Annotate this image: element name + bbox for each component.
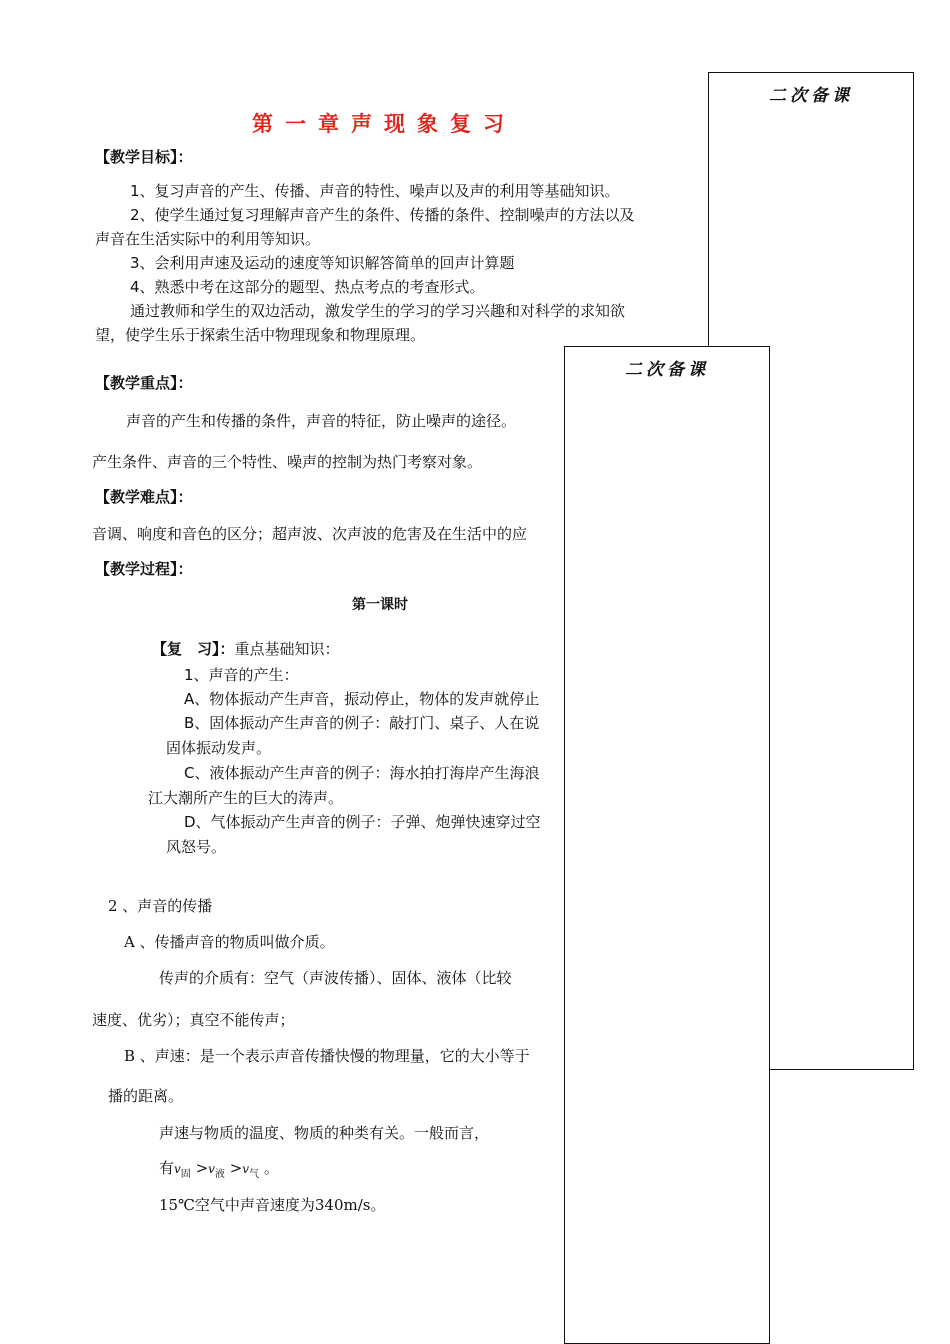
goal-3: 3、会利用声速及运动的速度等知识解答简单的回声计算题 [130, 254, 515, 272]
goal-1: 1、复习声音的产生、传播、声音的特性、噪声以及声的利用等基础知识。 [130, 182, 620, 200]
difficult-heading: 【教学难点】： [95, 488, 193, 506]
goal-5-cont: 望，使学生乐于探索生活中物理现象和物理原理。 [95, 326, 426, 344]
goal-5: 通过教师和学生的双边活动，激发学生的学习的学习兴趣和对科学的求知欲 [130, 302, 626, 320]
goal-2: 2、使学生通过复习理解声音产生的条件、传播的条件、控制噪声的方法以及 [130, 206, 635, 224]
review-item-b-cont: 固体振动发声。 [166, 739, 272, 757]
review-item-c: C、液体振动产生声音的例子：海水拍打海岸产生海浪 [184, 764, 540, 782]
process-heading: 【教学过程】： [95, 560, 193, 578]
propagation-a: A 、传播声音的物质叫做介质。 [124, 933, 335, 951]
lesson-title: 第一课时 [352, 597, 408, 613]
speed-air: 15℃空气中声音速度为340m/s。 [159, 1196, 386, 1214]
goal-2-cont: 声音在生活实际中的利用等知识。 [95, 230, 321, 248]
key-heading: 【教学重点】： [95, 374, 193, 392]
goals-heading: 【教学目标】： [95, 148, 193, 166]
review-heading [152, 638, 340, 659]
review-item-b: B、固体振动产生声音的例子：敲打门、桌子、人在说 [184, 714, 540, 732]
review-topic: 重点基础知识： [234, 640, 340, 658]
difficult-line: 音调、响度和音色的区分；超声波、次声波的危害及在生活中的应 [92, 525, 528, 543]
key-line-1: 声音的产生和传播的条件，声音的特征，防止噪声的途径。 [126, 412, 517, 430]
review-item-d: D、气体振动产生声音的例子：子弹、炮弹快速穿过空 [184, 813, 541, 831]
speed-factors: 声速与物质的温度、物质的种类有关。一般而言， [159, 1124, 490, 1142]
propagation-b-cont: 播的距离。 [108, 1087, 184, 1105]
second-prep-title-1: 二次备课 [769, 86, 853, 106]
review-item-a: A、物体振动产生声音，振动停止，物体的发声就停止 [184, 690, 540, 708]
propagation-media: 传声的介质有：空气（声波传播）、固体、液体（比较 [159, 969, 512, 987]
second-prep-title-2: 二次备课 [625, 360, 709, 380]
second-prep-box-2 [564, 346, 770, 1344]
speed-formula: 有$v_固 >v_液 >v_气$ 。 [159, 1159, 279, 1180]
review-label: 【复 习】： [152, 640, 235, 658]
goal-4: 4、熟悉中考在这部分的题型、热点考点的考查形式。 [130, 278, 485, 296]
propagation-heading: 2 、声音的传播 [108, 897, 213, 915]
review-item-1: 1、声音的产生： [184, 666, 299, 684]
propagation-b: B 、声速：是一个表示声音传播快慢的物理量，它的大小等于 [124, 1047, 530, 1065]
review-item-c-cont: 江大潮所产生的巨大的涛声。 [148, 789, 344, 807]
key-line-2: 产生条件、声音的三个特性、噪声的控制为热门考察对象。 [92, 453, 483, 471]
page-title: 第一章声现象复习 [252, 112, 516, 136]
propagation-media-cont: 速度、优劣）；真空不能传声； [92, 1011, 295, 1029]
review-item-d-cont: 风怒号。 [166, 838, 227, 856]
